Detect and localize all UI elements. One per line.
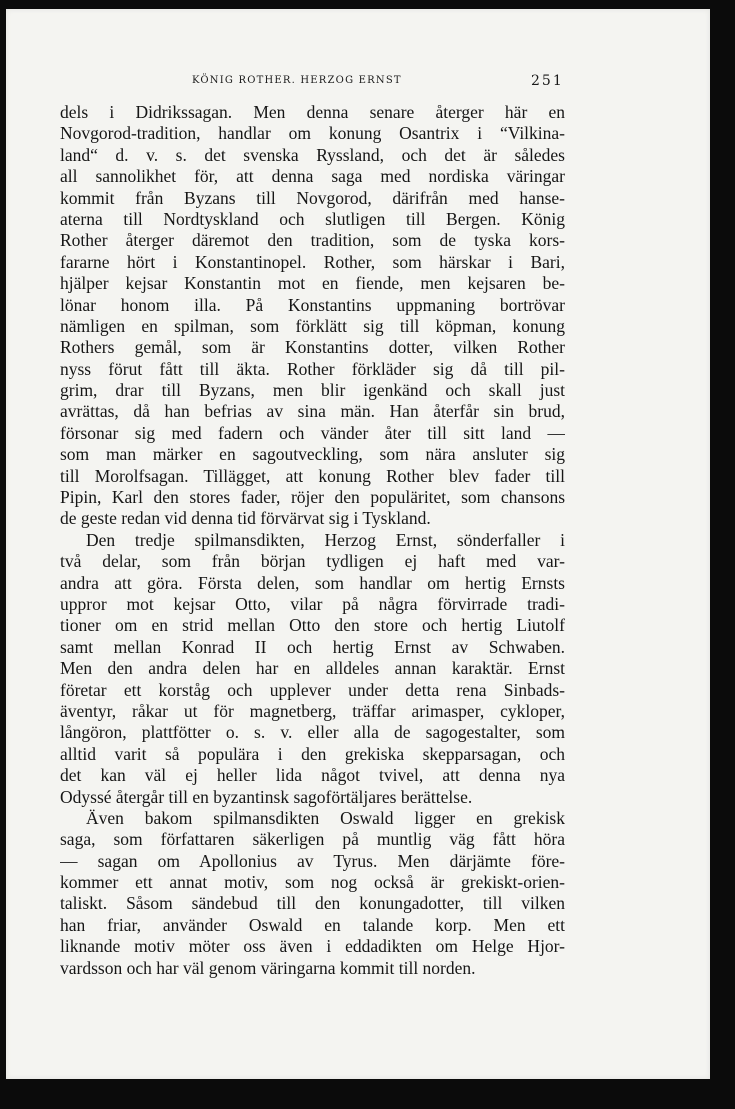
text-line: Rothers gemål, som är Konstantins dotter, vilken Rother [60, 337, 565, 358]
text-line: lönar honom illa. På Konstantins uppmaning bortrövar [60, 294, 565, 315]
text-line: uppror mot kejsar Otto, vilar på några förvirrade tradi- [60, 593, 565, 614]
text-line: grim, drar till Byzans, men blir igenkänd och skall just [60, 380, 565, 401]
text-line: hjälper kejsar Konstantin mot en fiende, men kejsaren be- [60, 273, 565, 294]
text-line: Den tredje spilmansdikten, Herzog Ernst, sönderfaller i [86, 529, 565, 550]
text-line: långöron, plattfötter o. s. v. eller alla de sagogestalter, som [60, 722, 565, 743]
text-line: saga, som författaren säkerligen på muntlig väg fått höra [60, 829, 565, 850]
text-line: — sagan om Apollonius av Tyrus. Men därjämte före- [60, 850, 565, 871]
text-line: Novgorod-tradition, handlar om konung Osantrix i “Vilkina- [60, 123, 565, 144]
text-line: Pipin, Karl den stores fader, röjer den populäritet, som chansons [60, 487, 565, 508]
text-line: land“ d. v. s. det svenska Ryssland, och det är således [60, 144, 565, 165]
page-number: 251 [531, 73, 564, 89]
text-line: äventyr, råkar ut för magnetberg, träffar arimasper, cykloper, [60, 700, 565, 721]
body-text [60, 102, 565, 979]
text-line: kommer ett annat motiv, som nog också är grekiskt-orien- [60, 872, 565, 893]
text-line: Även bakom spilmansdikten Oswald ligger en grekisk [86, 807, 565, 828]
text-line: de geste redan vid denna tid förvärvat sig i Tyskland. [60, 508, 431, 529]
text-line: liknande motiv möter oss även i eddadikten om Helge Hjor- [60, 936, 565, 957]
text-line: som man märker en sagoutveckling, som nära ansluter sig [60, 444, 565, 465]
text-line: Men den andra delen har en alldeles annan karaktär. Ernst [60, 658, 565, 679]
text-line: det kan väl ej heller lida något tvivel, att denna nya [60, 765, 565, 786]
text-line: till Morolfsagan. Tillägget, att konung Rother blev fader till [60, 465, 565, 486]
text-line: Odyssé återgår till en byzantinsk sagoförtäljares berättelse. [60, 786, 473, 807]
text-line: kommit från Byzans till Novgorod, därifrån med hanse- [60, 187, 565, 208]
page-header [6, 75, 710, 95]
text-line: han friar, använder Oswald en talande korp. Men ett [60, 914, 565, 935]
text-line: Rother återger däremot den tradition, som de tyska kors- [60, 230, 565, 251]
text-line: nämligen en spilman, som förklätt sig till köpman, konung [60, 315, 565, 336]
text-line: dels i Didrikssagan. Men denna senare återger här en [60, 102, 565, 122]
text-line: fararne hört i Konstantinopel. Rother, som härskar i Bari, [60, 251, 565, 272]
text-line: avrättas, då han befrias av sina män. Han återfår sin brud, [60, 401, 565, 422]
text-line: tioner om en strid mellan Otto den store och hertig Liutolf [60, 615, 565, 636]
text-line: företar ett korståg och upplever under detta rena Sinbads- [60, 679, 565, 700]
text-line: två delar, som från början tydligen ej haft med var- [60, 551, 565, 572]
text-line: vardsson och har väl genom väringarna kommit till norden. [60, 957, 476, 978]
text-line: andra att göra. Första delen, som handlar om hertig Ernsts [60, 572, 565, 593]
running-head: KÖNIG ROTHER. HERZOG ERNST [192, 75, 402, 86]
book-page [6, 9, 710, 1079]
text-line: all sannolikhet för, att denna saga med nordiska väringar [60, 166, 565, 187]
text-line: alltid varit så populära i den grekiska skepparsagan, och [60, 743, 565, 764]
text-line: aterna till Nordtyskland och slutligen till Bergen. König [60, 208, 565, 229]
text-line: samt mellan Konrad II och hertig Ernst av Schwaben. [60, 636, 565, 657]
text-line: försonar sig med fadern och vänder åter till sitt land — [60, 422, 565, 443]
text-line: taliskt. Såsom sändebud till den konungadotter, till vilken [60, 893, 565, 914]
text-line: nyss förut fått till äkta. Rother förkläder sig då till pil- [60, 358, 565, 379]
